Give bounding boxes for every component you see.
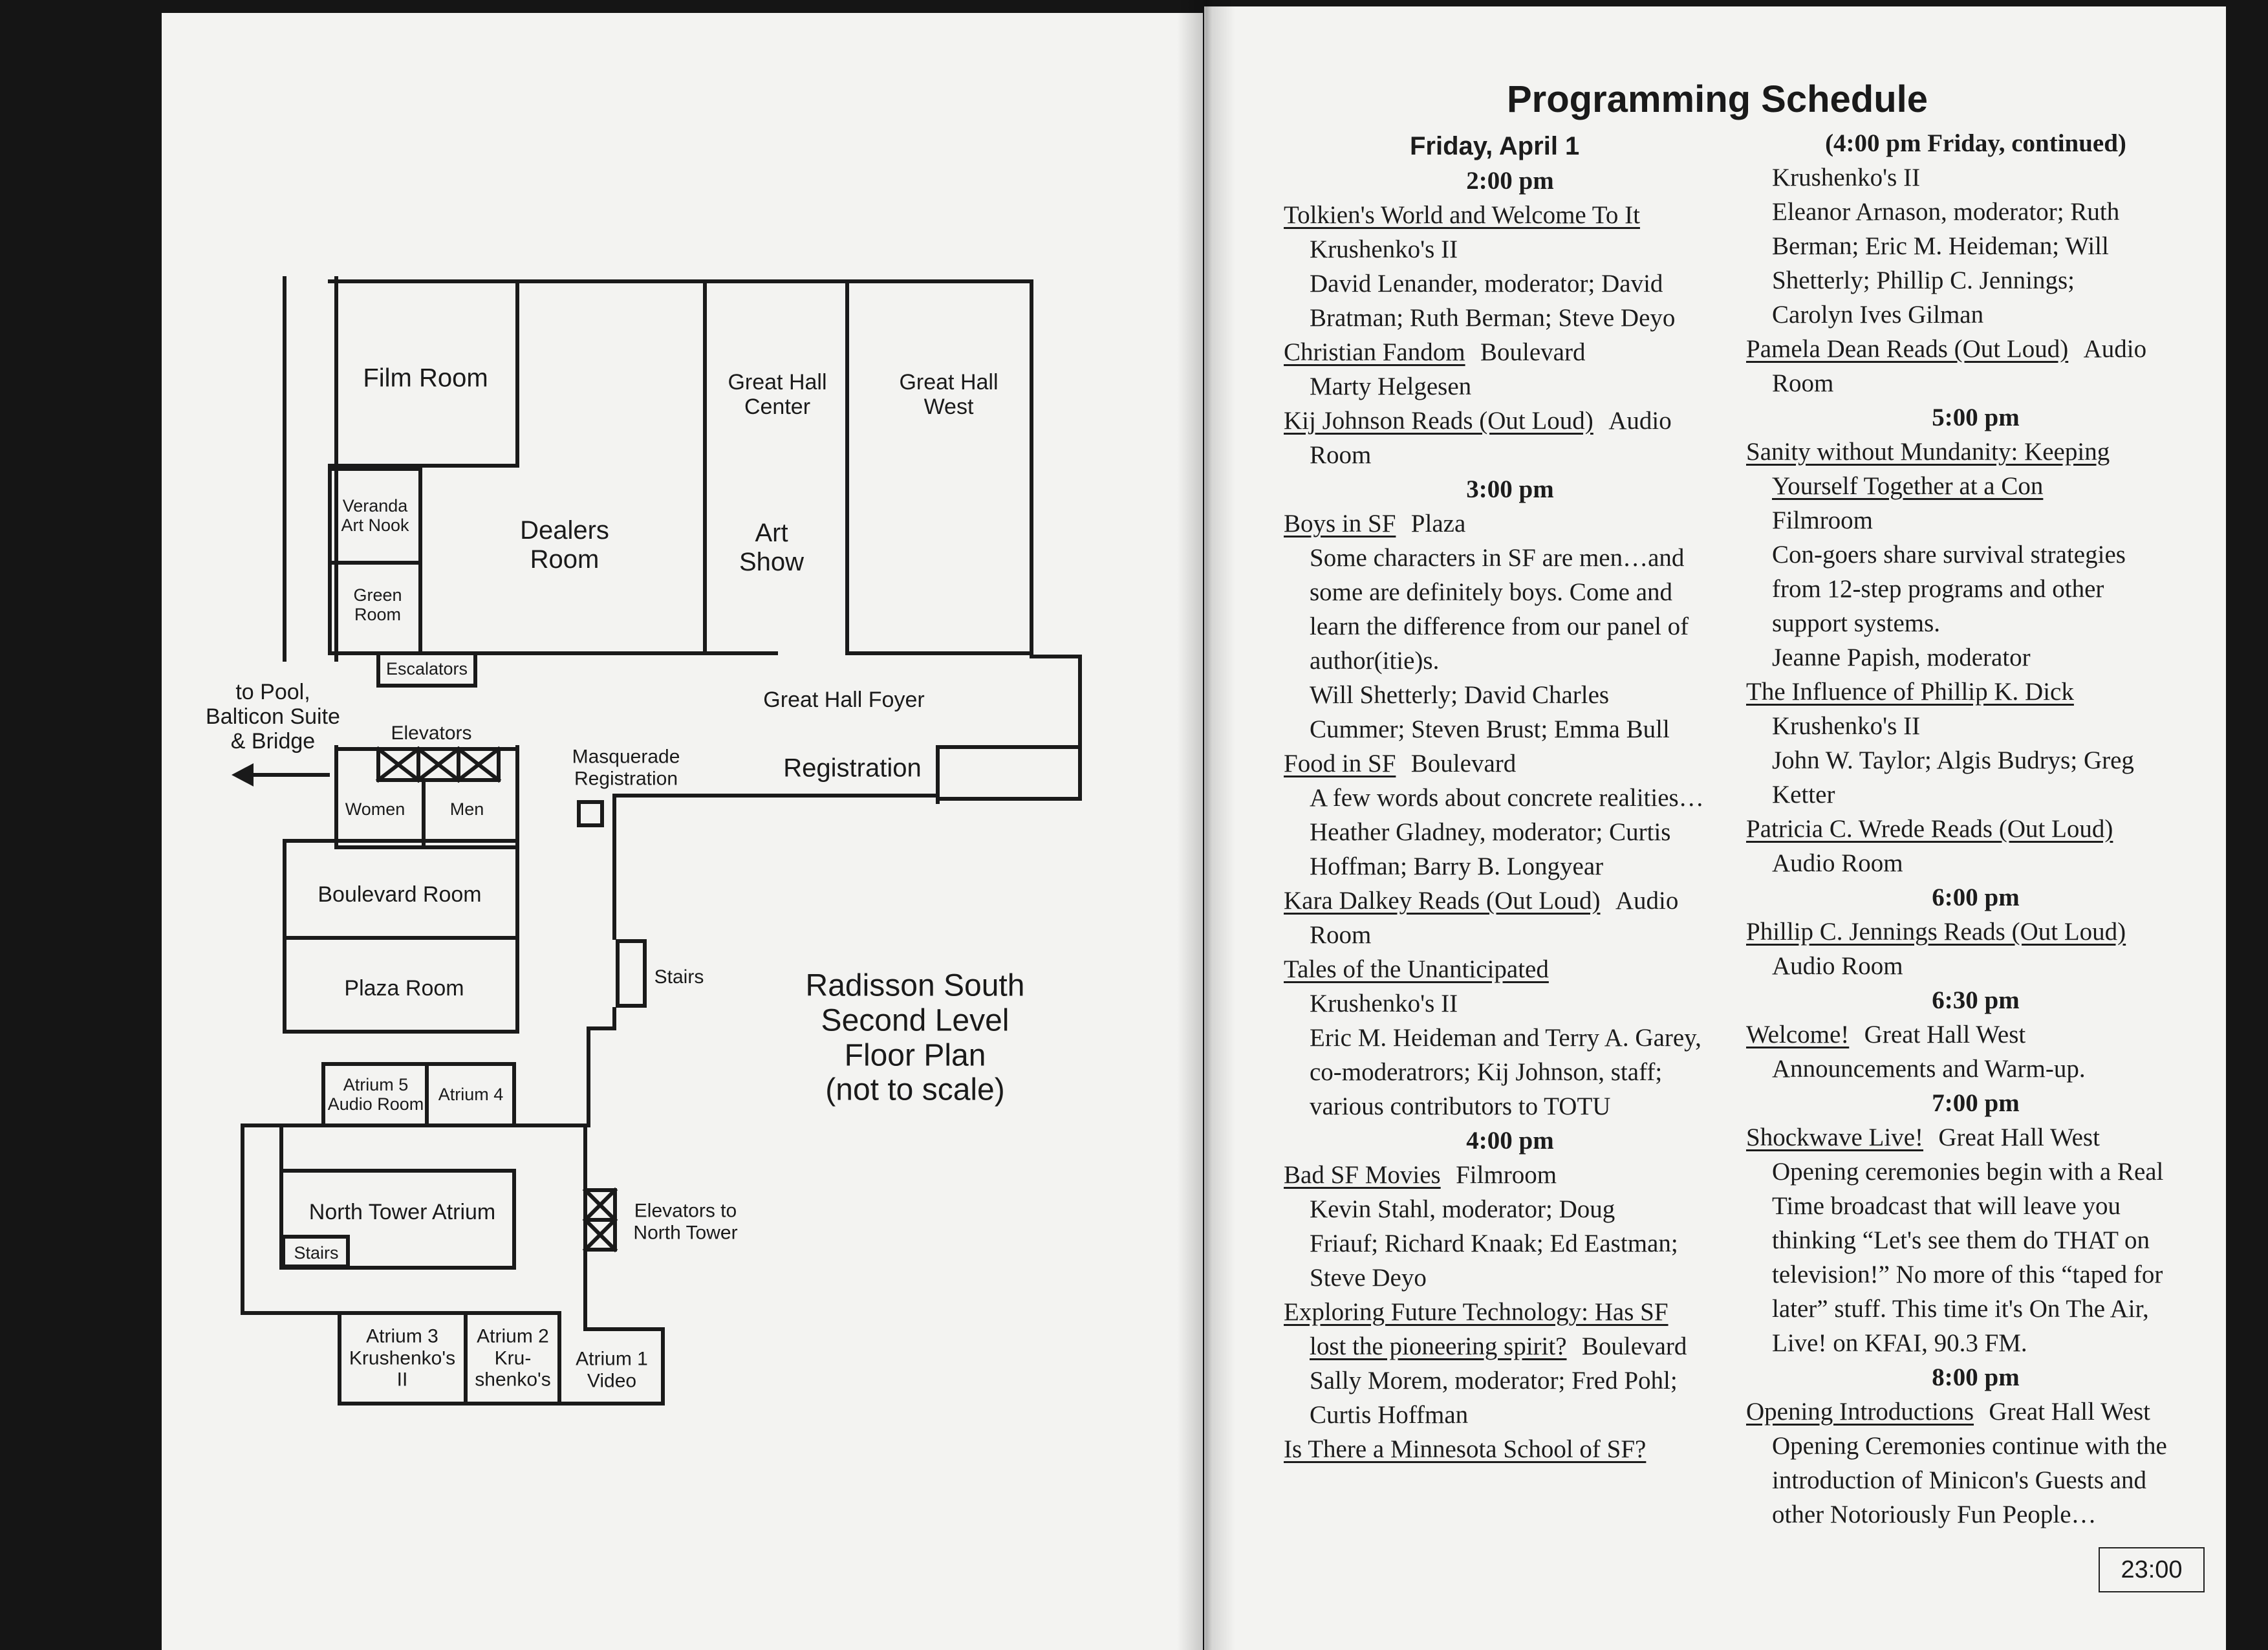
great-hall-west-label: Great Hall West bbox=[899, 369, 999, 419]
time-heading: 4:00 pm bbox=[1466, 1127, 1554, 1155]
entry-title-continued: lost the pioneering spirit? bbox=[1310, 1332, 1567, 1360]
entry-description-line: other Notoriously Fun People… bbox=[1772, 1501, 2097, 1528]
continued-heading: (4:00 pm Friday, continued) bbox=[1825, 129, 2126, 157]
entry-detail-line: Steve Deyo bbox=[1310, 1264, 1427, 1292]
schedule-entry bbox=[1746, 915, 2205, 983]
floor-plan-title: Radisson South Second Level Floor Plan (not to scale) bbox=[805, 968, 1025, 1107]
schedule-entry bbox=[1284, 1432, 1736, 1466]
entry-room: Great Hall West bbox=[1938, 1124, 2100, 1151]
entry-description-line: television!” No more of this “taped for bbox=[1772, 1261, 2163, 1288]
entry-description-line: Con-goers share survival strategies bbox=[1772, 541, 2126, 569]
entry-detail-line: John W. Taylor; Algis Budrys; Greg bbox=[1772, 746, 2134, 774]
entry-title-line bbox=[1284, 335, 1736, 369]
schedule-entry bbox=[1746, 435, 2205, 675]
entry-description-line: thinking “Let's see them do THAT on bbox=[1772, 1226, 2150, 1254]
women-label: Women bbox=[345, 799, 405, 819]
entry-description-line: later” stuff. This time it's On The Air, bbox=[1772, 1295, 2149, 1323]
entry-title: Opening Introductions bbox=[1746, 1398, 1974, 1426]
entry-room: Boulevard bbox=[1581, 1332, 1687, 1360]
atrium-2-label: Atrium 2 Kru- shenko's bbox=[475, 1325, 551, 1391]
entry-room: Great Hall West bbox=[1864, 1021, 2026, 1048]
entry-detail-line: Room bbox=[1310, 921, 1372, 949]
atrium-4-label: Atrium 4 bbox=[438, 1084, 504, 1104]
schedule-entry bbox=[1746, 675, 2205, 812]
entry-detail-line: Friauf; Richard Knaak; Ed Eastman; bbox=[1310, 1230, 1678, 1257]
schedule-left-column bbox=[1284, 129, 1736, 1466]
entry-room: Boulevard bbox=[1410, 750, 1517, 777]
schedule-entry bbox=[1746, 1120, 2205, 1360]
entry-title-line bbox=[1746, 435, 2205, 469]
entry-title-line bbox=[1284, 1158, 1736, 1192]
entry-detail-line: Krushenko's II bbox=[1772, 712, 1921, 740]
time-heading: 2:00 pm bbox=[1466, 167, 1554, 195]
entry-title: Kij Johnson Reads (Out Loud) bbox=[1284, 407, 1593, 435]
to-pool-label: to Pool, Balticon Suite & Bridge bbox=[206, 679, 340, 754]
entry-title-line bbox=[1284, 404, 1736, 438]
entry-room: Boulevard bbox=[1480, 338, 1586, 366]
schedule-entry bbox=[1284, 746, 1736, 884]
entry-title: Kara Dalkey Reads (Out Loud) bbox=[1284, 887, 1601, 915]
entry-detail-line: various contributors to TOTU bbox=[1310, 1092, 1611, 1120]
entry-description-line: Live! on KFAI, 90.3 FM. bbox=[1772, 1329, 2027, 1357]
entry-detail-line: Kevin Stahl, moderator; Doug bbox=[1310, 1195, 1615, 1223]
schedule-right-column bbox=[1746, 126, 2205, 1532]
schedule-entry bbox=[1746, 1017, 2205, 1086]
atrium-5-label: Atrium 5 Audio Room bbox=[327, 1074, 424, 1114]
entry-detail-line: Filmroom bbox=[1772, 506, 1874, 534]
entry-description-line: some are definitely boys. Come and bbox=[1310, 578, 1673, 606]
schedule-entry bbox=[1284, 1295, 1736, 1432]
schedule-entry bbox=[1746, 812, 2205, 880]
entry-room: Audio bbox=[2083, 335, 2147, 363]
entry-detail-line: Curtis Hoffman bbox=[1310, 1401, 1469, 1429]
time-heading: 6:30 pm bbox=[1932, 986, 2020, 1014]
entry-title-line bbox=[1284, 506, 1736, 541]
great-hall-center-label: Great Hall Center bbox=[728, 369, 827, 419]
entry-title-line bbox=[1746, 915, 2205, 949]
schedule-entry bbox=[1284, 506, 1736, 746]
entry-title-line bbox=[1746, 469, 2205, 503]
entry-title: Patricia C. Wrede Reads (Out Loud) bbox=[1746, 815, 2113, 843]
time-heading: 8:00 pm bbox=[1932, 1363, 2020, 1391]
entry-room: Audio bbox=[1608, 407, 1672, 435]
schedule-entry bbox=[1746, 332, 2205, 400]
masquerade-registration-label: Masquerade Registration bbox=[572, 746, 680, 789]
entry-title: The Influence of Phillip K. Dick bbox=[1746, 678, 2074, 706]
registration-label: Registration bbox=[783, 754, 922, 783]
art-show-label: Art Show bbox=[739, 519, 805, 576]
entry-detail-line: Eric M. Heideman and Terry A. Garey, bbox=[1310, 1024, 1701, 1052]
entry-title: Bad SF Movies bbox=[1284, 1161, 1441, 1189]
great-hall-foyer-label: Great Hall Foyer bbox=[763, 687, 925, 712]
entry-title: Tolkien's World and Welcome To It bbox=[1284, 201, 1640, 229]
entry-detail-line: Audio Room bbox=[1772, 952, 1903, 980]
entry-title: Tales of the Unanticipated bbox=[1284, 955, 1549, 983]
entry-detail-line: Cummer; Steven Brust; Emma Bull bbox=[1310, 715, 1670, 743]
entry-title-line bbox=[1284, 884, 1736, 918]
entry-detail-line: Krushenko's II bbox=[1310, 990, 1458, 1017]
north-tower-atrium-label: North Tower Atrium bbox=[308, 1199, 496, 1224]
plaza-room-label: Plaza Room bbox=[344, 975, 464, 1001]
entry-title-line bbox=[1746, 1395, 2205, 1429]
entry-title: Welcome! bbox=[1746, 1021, 1850, 1048]
entry-detail-line: Will Shetterly; David Charles bbox=[1310, 681, 1610, 709]
entry-description-line: Some characters in SF are men…and bbox=[1310, 544, 1685, 572]
entry-description-line: introduction of Minicon's Guests and bbox=[1772, 1466, 2146, 1494]
boulevard-room-label: Boulevard Room bbox=[318, 882, 482, 907]
stairs-north-tower-label: Stairs bbox=[294, 1243, 339, 1263]
escalators-label: Escalators bbox=[385, 658, 468, 678]
entry-title-continued: Yourself Together at a Con bbox=[1772, 472, 2044, 500]
entry-detail-line: Jeanne Papish, moderator bbox=[1772, 644, 2031, 671]
entry-detail-line: Eleanor Arnason, moderator; Ruth bbox=[1772, 198, 2120, 226]
entry-detail-line: Hoffman; Barry B. Longyear bbox=[1310, 852, 1604, 880]
schedule-entry bbox=[1284, 1158, 1736, 1295]
day-heading: Friday, April 1 bbox=[1410, 132, 1580, 160]
entry-detail-line: Sally Morem, moderator; Fred Pohl; bbox=[1310, 1367, 1678, 1395]
entry-detail-line: Berman; Eric M. Heideman; Will bbox=[1772, 232, 2109, 260]
schedule-entry bbox=[1284, 198, 1736, 335]
atrium-1-label: Atrium 1 Video bbox=[576, 1348, 648, 1391]
entry-room: Filmroom bbox=[1456, 1161, 1557, 1189]
entry-detail-line: A few words about concrete realities… bbox=[1310, 784, 1704, 812]
men-label: Men bbox=[449, 799, 484, 819]
entry-detail-line: Krushenko's II bbox=[1772, 164, 1921, 191]
entry-detail-line: Room bbox=[1772, 369, 1834, 397]
time-heading: 6:00 pm bbox=[1932, 884, 2020, 911]
schedule-entry bbox=[1284, 884, 1736, 952]
entry-detail-line: Bratman; Ruth Berman; Steve Deyo bbox=[1310, 304, 1676, 332]
entry-title: Sanity without Mundanity: Keeping bbox=[1746, 438, 2110, 466]
elevators-label: Elevators bbox=[391, 722, 472, 744]
time-heading: 7:00 pm bbox=[1932, 1089, 2020, 1117]
entry-title-line bbox=[1284, 952, 1736, 986]
entry-title: Food in SF bbox=[1284, 750, 1396, 777]
entry-title: Boys in SF bbox=[1284, 510, 1396, 537]
time-heading: 5:00 pm bbox=[1932, 404, 2020, 431]
entry-description-line: Opening Ceremonies continue with the bbox=[1772, 1432, 2167, 1460]
entry-detail-line: Heather Gladney, moderator; Curtis bbox=[1310, 818, 1671, 846]
entry-detail-line: Carolyn Ives Gilman bbox=[1772, 301, 1984, 329]
entry-description-line: Time broadcast that will leave you bbox=[1772, 1192, 2121, 1220]
entry-title-line bbox=[1746, 1120, 2205, 1155]
entry-detail-line: Room bbox=[1310, 441, 1372, 469]
entry-title-line bbox=[1746, 1017, 2205, 1052]
entry-description-line: Opening ceremonies begin with a Real bbox=[1772, 1158, 2164, 1186]
entry-title: Phillip C. Jennings Reads (Out Loud) bbox=[1746, 918, 2126, 946]
green-room-label: Green Room bbox=[353, 585, 402, 624]
entry-title: Christian Fandom bbox=[1284, 338, 1465, 366]
entry-room: Plaza bbox=[1410, 510, 1466, 537]
entry-detail-line: Announcements and Warm-up. bbox=[1772, 1055, 2086, 1083]
entry-description-line: author(itie)s. bbox=[1310, 647, 1440, 675]
entry-title-line bbox=[1284, 198, 1736, 232]
film-room-label: Film Room bbox=[363, 364, 488, 393]
time-heading: 3:00 pm bbox=[1466, 475, 1554, 503]
entry-title: Is There a Minnesota School of SF? bbox=[1284, 1435, 1647, 1463]
stairs-label: Stairs bbox=[654, 966, 704, 988]
entry-title-line bbox=[1284, 1432, 1736, 1466]
entry-detail-line: Shetterly; Phillip C. Jennings; bbox=[1772, 266, 2075, 294]
schedule-entry bbox=[1284, 335, 1736, 404]
entry-title-line bbox=[1284, 1329, 1736, 1363]
entry-title-line bbox=[1284, 1295, 1736, 1329]
entry-room: Great Hall West bbox=[1989, 1398, 2150, 1426]
page-number: 23:00 bbox=[2099, 1547, 2205, 1592]
entry-detail-line: Marty Helgesen bbox=[1310, 373, 1472, 400]
entry-title: Shockwave Live! bbox=[1746, 1124, 1923, 1151]
elevators-north-tower-label: Elevators to North Tower bbox=[633, 1200, 738, 1243]
schedule-entry bbox=[1746, 1395, 2205, 1532]
entry-title: Pamela Dean Reads (Out Loud) bbox=[1746, 335, 2069, 363]
schedule-title: Programming Schedule bbox=[1507, 78, 1928, 120]
dealers-room-label: Dealers Room bbox=[520, 516, 609, 574]
entry-title-line bbox=[1746, 675, 2205, 709]
entry-description-line: learn the difference from our panel of bbox=[1310, 613, 1689, 640]
entry-description-line: from 12-step programs and other bbox=[1772, 575, 2104, 603]
entry-title-line bbox=[1746, 332, 2205, 366]
schedule-entry bbox=[1284, 952, 1736, 1124]
entry-title-line bbox=[1284, 746, 1736, 781]
entry-description-line: support systems. bbox=[1772, 609, 1941, 637]
entry-detail-line: David Lenander, moderator; David bbox=[1310, 270, 1663, 298]
entry-detail-line: Krushenko's II bbox=[1310, 235, 1458, 263]
entry-room: Audio bbox=[1615, 887, 1679, 915]
veranda-art-nook-label: Veranda Art Nook bbox=[341, 495, 409, 535]
entry-detail-line: Ketter bbox=[1772, 781, 1835, 809]
entry-title: Exploring Future Technology: Has SF bbox=[1284, 1298, 1669, 1326]
entry-detail-line: Audio Room bbox=[1772, 849, 1903, 877]
entry-detail-line: co-moderatrors; Kij Johnson, staff; bbox=[1310, 1058, 1663, 1086]
schedule-entry bbox=[1284, 404, 1736, 472]
entry-title-line bbox=[1746, 812, 2205, 846]
atrium-3-label: Atrium 3 Krushenko's II bbox=[349, 1325, 456, 1391]
